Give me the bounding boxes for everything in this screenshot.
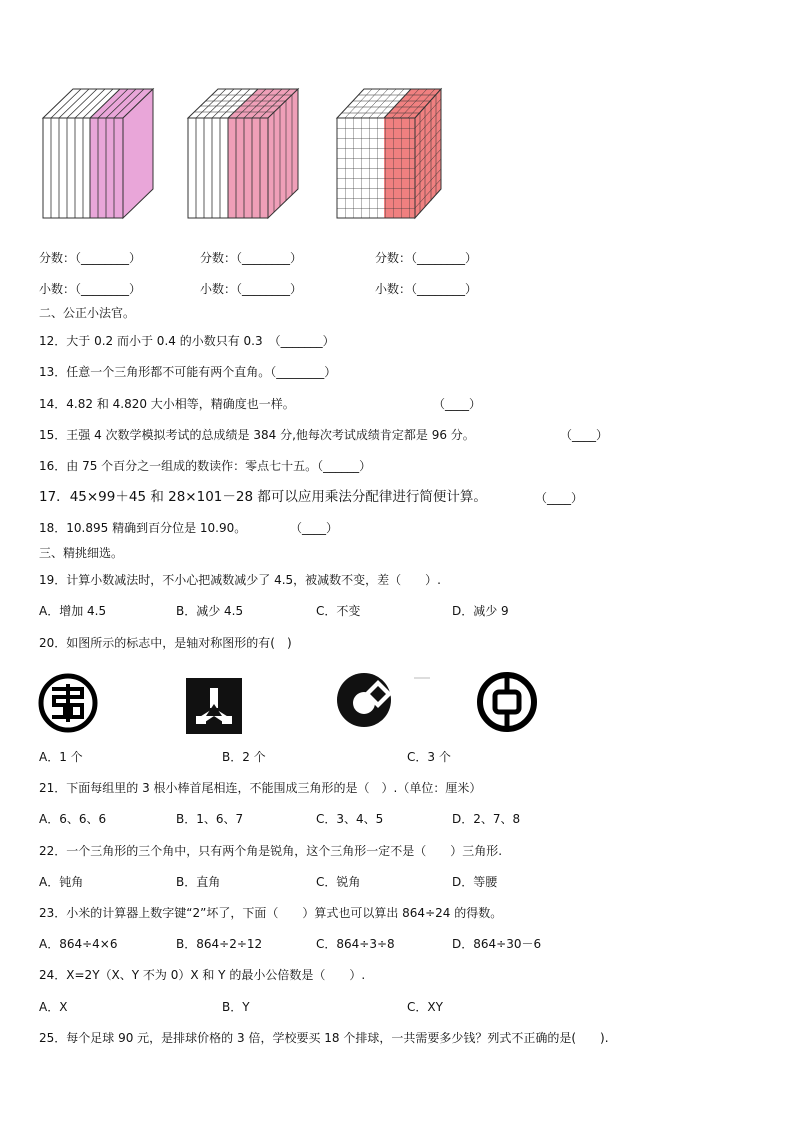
question-text: 由 75 个百分之一组成的数读作：零点七十五。（______） [66, 459, 372, 473]
cube-figure-2 [185, 86, 300, 221]
question-text: 如图所示的标志中，是轴对称图形的有( ) [66, 636, 292, 650]
question-text: 10.895 精确到百分位是 10.90。 [66, 521, 247, 535]
bank-of-china-logo-icon [476, 671, 538, 733]
question-21 [39, 780, 481, 796]
question-text: 任意一个三角形都不可能有两个直角。（________） [66, 365, 337, 379]
question-14-blank: （____） [433, 397, 482, 411]
option-c: C．XY [407, 1000, 443, 1014]
section-heading-judge: 二、公正小法官。 [39, 306, 136, 320]
option-b: B．Y [222, 1000, 250, 1014]
fraction-label-1: 分数：（________） [39, 251, 142, 265]
fraction-label-2: 分数：（________） [200, 251, 303, 265]
option-a: A．864÷4×6 [39, 937, 118, 951]
question-number: 20． [39, 636, 67, 650]
cube-figure-3 [334, 86, 444, 221]
decimal-label-2: 小数：（________） [200, 282, 303, 296]
question-12 [39, 333, 335, 349]
question-14 [39, 396, 295, 412]
question-20 [39, 635, 292, 651]
option-a: A．钝角 [39, 875, 84, 889]
fraction-label-3: 分数：（________） [375, 251, 478, 265]
option-b: B．864÷2÷12 [176, 937, 263, 951]
question-text: 计算小数减法时，不小心把减数减少了 4.5，被减数不变，差（ ）. [66, 573, 441, 587]
option-b: B．直角 [176, 875, 221, 889]
option-c: C．3 个 [407, 750, 451, 764]
question-text: 一个三角形的三个角中，只有两个角是锐角，这个三角形一定不是（ ）三角形. [66, 844, 503, 858]
ccb-logo-icon [334, 670, 434, 730]
decimal-label-1: 小数：（________） [39, 282, 142, 296]
question-text: 4.82 和 4.820 大小相等，精确度也一样。 [66, 397, 295, 411]
question-number: 17． [39, 489, 70, 505]
question-number: 13． [39, 365, 67, 379]
section-heading-choice: 三、精挑细选。 [39, 546, 124, 560]
question-number: 21． [39, 781, 67, 795]
option-a: A．增加 4.5 [39, 604, 107, 618]
option-d: D．等腰 [452, 875, 498, 889]
question-text: 45×99＋45 和 28×101－28 都可以应用乘法分配律进行简便计算。 [69, 489, 487, 505]
option-b: B．减少 4.5 [176, 604, 244, 618]
question-number: 16． [39, 459, 67, 473]
question-text: 每个足球 90 元，是排球价格的 3 倍，学校要买 18 个排球，一共需要多少钱？列式不正确的是( ). [66, 1031, 609, 1045]
question-17 [39, 488, 487, 506]
question-18-blank: （____） [290, 521, 339, 535]
ccb-like-logo-icon [186, 678, 242, 734]
option-c: C．3、4、5 [316, 812, 384, 826]
question-24 [39, 967, 365, 983]
question-text: 大于 0.2 而小于 0.4 的小数只有 0.3 （_______） [66, 334, 335, 348]
question-text: 小米的计算器上数字键“2”坏了，下面（ ）算式也可以算出 864÷24 的得数。 [66, 906, 503, 920]
option-c: C．不变 [316, 604, 361, 618]
question-number: 19． [39, 573, 67, 587]
question-16 [39, 458, 371, 474]
option-d: D．减少 9 [452, 604, 509, 618]
question-23 [39, 905, 502, 921]
question-number: 23． [39, 906, 67, 920]
decimal-label-3: 小数：（________） [375, 282, 478, 296]
question-number: 25． [39, 1031, 67, 1045]
option-a: A．6、6、6 [39, 812, 107, 826]
question-25 [39, 1030, 609, 1046]
question-number: 14． [39, 397, 67, 411]
question-number: 18． [39, 521, 67, 535]
question-number: 15． [39, 428, 67, 442]
bank-icbc-logo-icon [37, 672, 99, 734]
question-13 [39, 364, 336, 380]
question-15 [39, 427, 475, 443]
option-a: A．X [39, 1000, 68, 1014]
question-text: X=2Y（X、Y 不为 0）X 和 Y 的最小公倍数是（ ）. [66, 968, 366, 982]
option-c: C．864÷3÷8 [316, 937, 395, 951]
option-c: C．锐角 [316, 875, 361, 889]
question-18 [39, 520, 246, 536]
question-22 [39, 843, 502, 859]
option-a: A．1 个 [39, 750, 83, 764]
option-d: D．864÷30－6 [452, 937, 542, 951]
question-text: 下面每组里的 3 根小棒首尾相连，不能围成三角形的是（ ）.（单位：厘米） [66, 781, 482, 795]
question-19 [39, 572, 441, 588]
cube-figure-1 [40, 86, 155, 221]
question-number: 24． [39, 968, 67, 982]
question-number: 12． [39, 334, 67, 348]
question-number: 22． [39, 844, 67, 858]
question-15-blank: （____） [560, 428, 609, 442]
question-text: 王强 4 次数学模拟考试的总成绩是 384 分,他每次考试成绩肯定都是 96 分。 [66, 428, 475, 442]
option-b: B．2 个 [222, 750, 266, 764]
option-d: D．2、7、8 [452, 812, 521, 826]
option-b: B．1、6、7 [176, 812, 244, 826]
question-17-blank: （____） [535, 491, 584, 505]
